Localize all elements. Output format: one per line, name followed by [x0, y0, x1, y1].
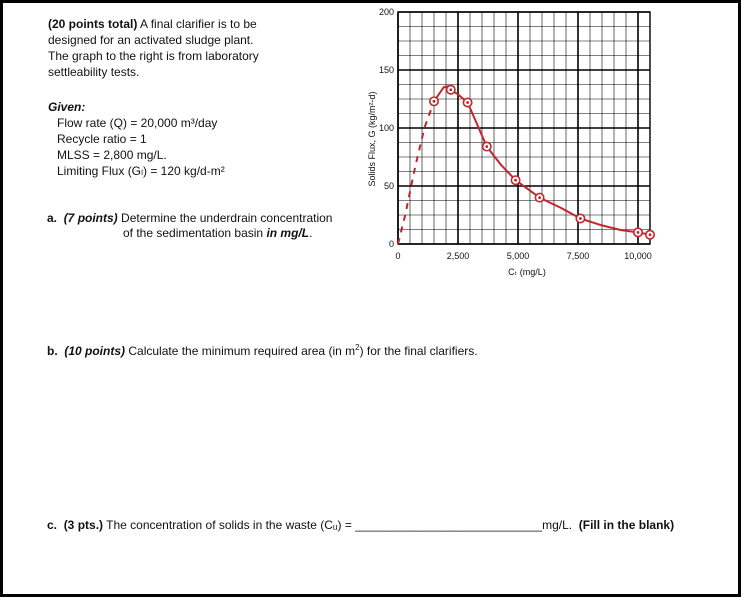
- flux-chart: [3, 3, 738, 303]
- data-point: [634, 228, 642, 236]
- given-flow-rate: Flow rate (Q) = 20,000 m³/day: [57, 116, 218, 130]
- data-point: [483, 142, 491, 150]
- data-point-dot: [649, 233, 652, 236]
- x-tick-label: 2,500: [446, 251, 470, 261]
- part-a-points: (7 points): [63, 211, 118, 225]
- x-tick-label: 5,000: [506, 251, 530, 261]
- part-a-text: Determine the underdrain concentration: [117, 211, 333, 225]
- problem-intro-line-4: settleability tests.: [48, 65, 140, 79]
- part-a-emphasis: in mg/L: [266, 226, 310, 240]
- part-a-letter: a.: [47, 211, 58, 225]
- data-point-dot: [538, 196, 541, 199]
- part-c-letter: c.: [47, 518, 58, 532]
- part-c-unit: mg/L.: [542, 518, 573, 532]
- flux-curve-layer: [398, 86, 650, 244]
- data-point: [646, 231, 654, 239]
- problem-intro-line-3: The graph to the right is from laboratory: [48, 49, 259, 63]
- given-limiting-flux: Limiting Flux (Gₗ) = 120 kg/d-m²: [57, 164, 225, 178]
- part-b-letter: b.: [47, 344, 58, 358]
- part-c-points: (3 pts.): [63, 518, 104, 532]
- given-label: Given:: [48, 100, 86, 114]
- x-tick-label: 10,000: [624, 251, 652, 261]
- y-tick-label: 200: [378, 7, 394, 17]
- y-axis-label: Solids Flux, G (kg/m²-d): [367, 91, 377, 187]
- y-tick-label: 100: [378, 123, 394, 133]
- data-point-dot: [433, 100, 436, 103]
- data-point: [430, 97, 438, 105]
- data-point: [535, 193, 543, 201]
- fill-in-the-blank-note: (Fill in the blank): [578, 518, 675, 532]
- x-tick-label: 7,500: [566, 251, 590, 261]
- part-c-question: [47, 518, 674, 533]
- part-b-points: (10 points): [64, 344, 126, 358]
- data-point: [576, 214, 584, 222]
- part-b-text: Calculate the minimum required area (in m: [125, 344, 356, 358]
- data-point: [511, 176, 519, 184]
- x-tick-label: 0: [395, 251, 401, 261]
- y-tick-label: 150: [378, 65, 394, 75]
- extrapolated-dashed-line: [398, 101, 434, 244]
- data-point-dot: [637, 231, 640, 234]
- data-point-dot: [579, 217, 582, 220]
- y-tick-label: 50: [383, 181, 394, 191]
- x-tick-labels: [395, 251, 651, 261]
- intro-text: A final clarifier is to be: [137, 17, 257, 31]
- part-b-text-end: ) for the final clarifiers.: [359, 344, 478, 358]
- part-b-question: [47, 340, 478, 359]
- data-point-dot: [449, 88, 452, 91]
- total-points: (20 points total): [48, 17, 138, 31]
- data-point-dot: [485, 145, 488, 148]
- part-c-text: The concentration of solids in the waste (Cᵤ) =: [103, 518, 356, 532]
- x-axis-label: Cₜ (mg/L): [508, 267, 546, 277]
- data-point-dot: [466, 101, 469, 104]
- data-point: [447, 86, 455, 94]
- given-recycle-ratio: Recycle ratio = 1: [57, 132, 147, 146]
- problem-intro-line-2: designed for an activated sludge plant.: [48, 33, 254, 47]
- worksheet-page: [3, 3, 738, 594]
- major-gridlines: [398, 12, 650, 244]
- given-mlss: MLSS = 2,800 mg/L.: [57, 148, 167, 162]
- y-tick-labels: [379, 7, 394, 249]
- data-point-dot: [514, 179, 517, 182]
- answer-blank[interactable]: ____________________________: [355, 518, 543, 532]
- data-point: [463, 98, 471, 106]
- part-a-line2-text: of the sedimentation basin: [123, 226, 267, 240]
- part-a-period: .: [309, 226, 313, 240]
- part-b-superscript: 2: [355, 343, 360, 352]
- y-tick-label: 0: [388, 239, 394, 249]
